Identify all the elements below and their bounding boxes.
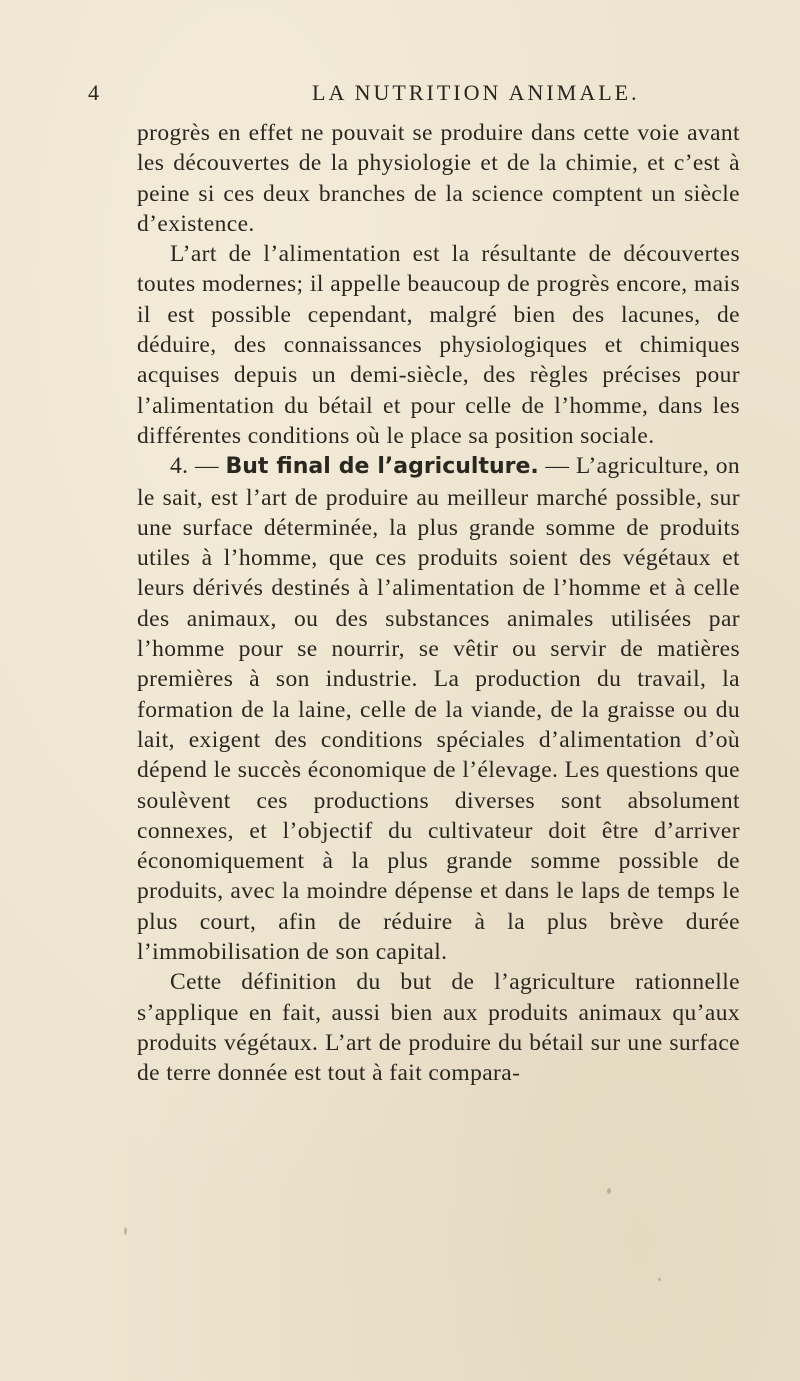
paper-speck [607, 1188, 611, 1194]
paragraph-art-of-feeding: L’art de l’alimentation est la résultante de découvertes toutes modernes; il appelle beaucoup de progrès encore, mais il est possible cependant, malgré bien des lacunes, de déduire, des connaissances physiologiques et chimiques acquises depuis un demi-siècle, des règles précises pour l’alimentation du bétail et pour celle de l’homme, dans les différentes conditions où le place sa position sociale. [137, 241, 740, 449]
page-number: 4 [88, 80, 99, 105]
page-header [88, 74, 748, 114]
section-text: — L’agriculture, on le sait, est l’art de produire au meilleur marché possible, sur une surface déterminée, la plus grande somme de produits utiles à l’homme, que ces produits soient des végétaux et leurs dérivés destinés à l’alimentation de l’homme et à celle des animaux, ou des substances animales utilisées par l’homme pour se nourrir, se vêtir ou servir de matières premières à son industrie. La production du travail, la formation de la laine, celle de la viande, de la graisse ou du lait, exigent des conditions spéciales d’alimentation d’où dépend le succès économique de l’élevage. Les questions que soulèvent ces productions diverses sont absolument connexes, et l’objectif du cultivateur doit être d’arriver économiquement à la plus grande somme possible de produits, avec la moindre dépense et dans le laps de temps le plus court, afin de réduire à la plus brève durée l’immobilisation de son capital. [137, 453, 740, 966]
paragraph-definition: Cette définition du but de l’agriculture rationnelle s’applique en fait, aussi bien aux produits animaux qu’aux produits végétaux. L’art de produire du bétail sur une surface de terre donnée est tout à fait compara- [137, 969, 740, 1087]
section-4-paragraph [137, 451, 740, 967]
body-text [137, 118, 740, 1089]
running-title: LA NUTRITION ANIMALE. [312, 80, 640, 105]
paragraph-continued: progrès en effet ne pouvait se produire dans cette voie avant les découvertes de la physiologie et de la chimie, et c’est à peine si ces deux branches de la science comptent un siècle d’existence. [137, 120, 740, 237]
section-heading: But final de l’agriculture. [225, 454, 539, 480]
paper-speck [658, 1278, 661, 1281]
paper-speck [124, 1227, 127, 1235]
section-number: 4. — [170, 453, 219, 480]
